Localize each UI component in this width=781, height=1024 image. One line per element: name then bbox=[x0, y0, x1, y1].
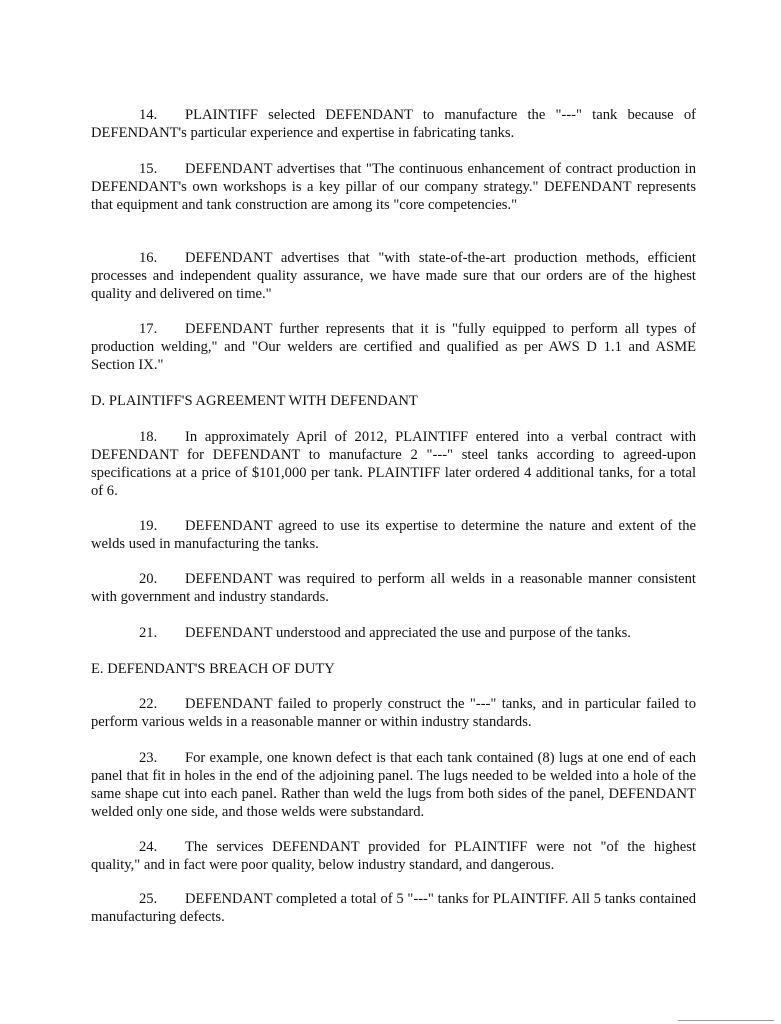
paragraph-text: DEFENDANT advertises that "The continuous enhancement of contract production in DEFENDANT's own workshops is a key pillar of our company strategy." DEFENDANT represents that equipment and tank construction are among its "core competencies." bbox=[91, 161, 696, 213]
paragraph-number: 21. bbox=[139, 625, 158, 641]
paragraph-text: In approximately April of 2012, PLAINTIFF entered into a verbal contract with DEFENDANT for DEFENDANT to manufacture 2 "---" steel tanks according to agreed-upon specifications at a price of $101,000 per tank. PLAINTIFF later ordered 4 additional tanks, for a total of 6. bbox=[91, 429, 696, 499]
paragraph-text: DEFENDANT was required to perform all welds in a reasonable manner consistent with government and industry standards. bbox=[91, 571, 696, 605]
paragraph-number: 19. bbox=[139, 518, 158, 534]
paragraph-16 bbox=[91, 249, 696, 303]
section-heading-d: D. PLAINTIFF'S AGREEMENT WITH DEFENDANT bbox=[91, 393, 418, 409]
paragraph-14 bbox=[91, 106, 696, 142]
paragraph-19 bbox=[91, 517, 696, 553]
paragraph-number: 20. bbox=[139, 571, 158, 587]
paragraph-number: 16. bbox=[139, 250, 158, 266]
paragraph-21 bbox=[91, 624, 696, 642]
paragraph-number: 22. bbox=[139, 696, 158, 712]
paragraph-text: The services DEFENDANT provided for PLAINTIFF were not "of the highest quality," and in fact were poor quality, below industry standard, and dangerous. bbox=[91, 839, 696, 873]
paragraph-text: DEFENDANT failed to properly construct the "---" tanks, and in particular failed to perform various welds in a reasonable manner or within industry standards. bbox=[91, 696, 696, 730]
page-edge-divider bbox=[678, 1020, 774, 1021]
paragraph-number: 14. bbox=[139, 107, 158, 123]
section-heading-e: E. DEFENDANT'S BREACH OF DUTY bbox=[91, 661, 335, 677]
paragraph-24 bbox=[91, 838, 696, 874]
paragraph-20 bbox=[91, 570, 696, 606]
paragraph-text: DEFENDANT understood and appreciated the use and purpose of the tanks. bbox=[185, 625, 631, 641]
paragraph-text: For example, one known defect is that each tank contained (8) lugs at one end of each panel that fit in holes in the end of the adjoining panel. The lugs needed to be welded into a hole of the same shape cut into each panel. Rather than weld the lugs from both sides of the panel, DEFENDANT welded only one side, and those welds were substandard. bbox=[91, 750, 696, 820]
paragraph-18 bbox=[91, 428, 696, 500]
paragraph-text: DEFENDANT advertises that "with state-of-the-art production methods, efficient processes and independent quality assurance, we have made sure that our orders are of the highest quality and delivered on time." bbox=[91, 250, 696, 302]
paragraph-25 bbox=[91, 890, 696, 926]
paragraph-number: 18. bbox=[139, 429, 158, 445]
paragraph-text: DEFENDANT agreed to use its expertise to determine the nature and extent of the welds used in manufacturing the tanks. bbox=[91, 518, 696, 552]
paragraph-23 bbox=[91, 749, 696, 821]
paragraph-number: 25. bbox=[139, 891, 158, 907]
paragraph-text: DEFENDANT further represents that it is "fully equipped to perform all types of production welding," and "Our welders are certified and qualified as per AWS D 1.1 and ASME Section IX." bbox=[91, 321, 696, 373]
paragraph-text: PLAINTIFF selected DEFENDANT to manufacture the "---" tank because of DEFENDANT's particular experience and expertise in fabricating tanks. bbox=[91, 107, 696, 141]
paragraph-number: 15. bbox=[139, 161, 158, 177]
paragraph-number: 23. bbox=[139, 750, 158, 766]
paragraph-number: 24. bbox=[139, 839, 158, 855]
paragraph-22 bbox=[91, 695, 696, 731]
paragraph-number: 17. bbox=[139, 321, 158, 337]
paragraph-17 bbox=[91, 320, 696, 374]
paragraph-text: DEFENDANT completed a total of 5 "---" tanks for PLAINTIFF. All 5 tanks contained manufacturing defects. bbox=[91, 891, 696, 925]
paragraph-15 bbox=[91, 160, 696, 214]
